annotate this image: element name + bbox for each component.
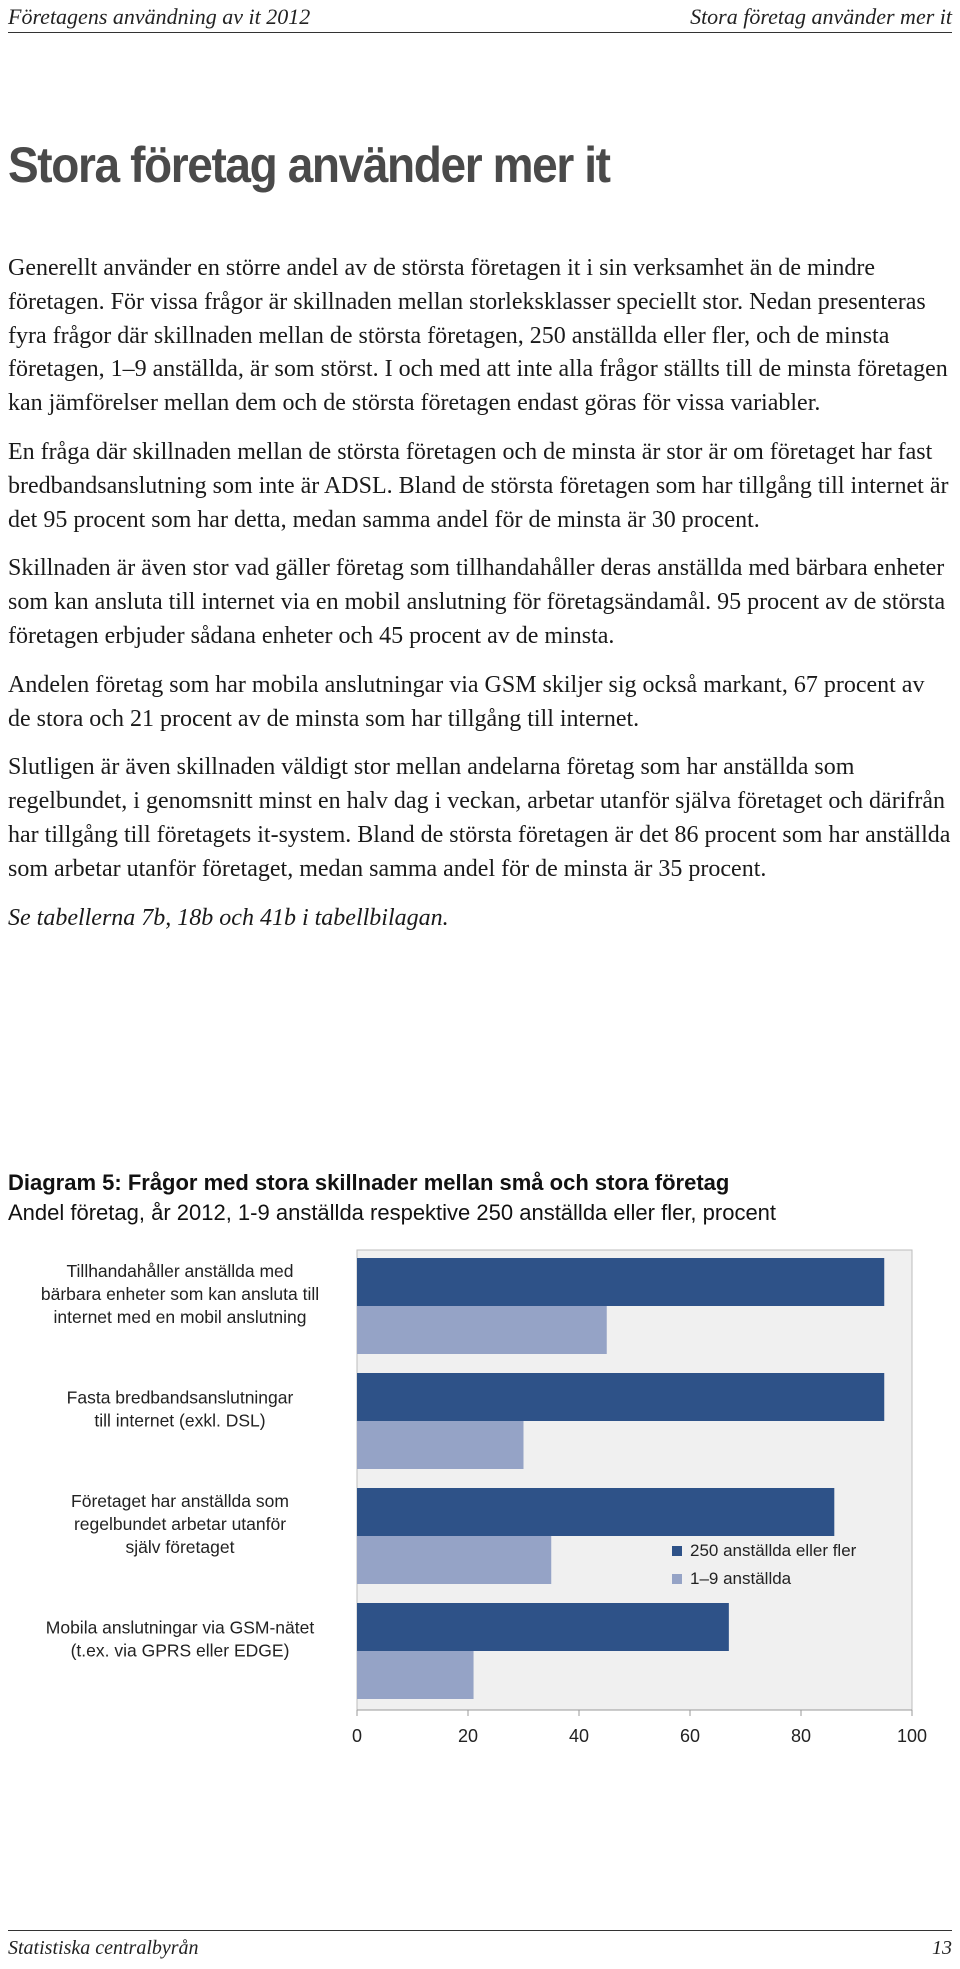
bar-large-1 <box>357 1373 884 1421</box>
bar-large-2 <box>357 1488 834 1536</box>
paragraph: Skillnaden är även stor vad gäller företag som tillhandahåller deras anställda med bärbara enheter som kan ansluta till internet via en mobil anslutning för företagsändamål. 95 procent av de största företagen erbjuder sådana enheter och 45 procent av de minsta. <box>8 555 946 649</box>
category-label-line: Företaget har anställda som <box>71 1491 289 1511</box>
category-label-2 <box>71 1491 289 1557</box>
paragraph: En fråga där skillnaden mellan de största företagen och de minsta är stor är om företaget har fast bredbandsanslutning som inte är ADSL. Bland de största företagen som har tillgång till internet är det 95 procent som har detta, medan samma andel för de minsta är 30 procent. <box>8 438 949 533</box>
category-label-line: till internet (exkl. DSL) <box>94 1410 266 1431</box>
category-label-0 <box>41 1261 319 1327</box>
running-header <box>8 0 952 33</box>
bar-small-1 <box>357 1421 524 1469</box>
page-footer <box>8 1930 952 1960</box>
category-label-line: bärbara enheter som kan ansluta till <box>40 1284 320 1304</box>
footer-publisher: Statistiska centralbyrån <box>8 1937 199 1959</box>
category-label-line: regelbundet arbetar utanför <box>73 1514 287 1534</box>
bar-small-0 <box>357 1306 607 1354</box>
category-label-1 <box>67 1388 294 1431</box>
chart-subtitle: Andel företag, år 2012, 1-9 anställda respektive 250 anställda eller fler, procent <box>8 1200 777 1225</box>
x-tick-label: 80 <box>790 1726 812 1746</box>
paragraph: Generellt använder en större andel av de största företagen it i sin verksamhet än de mindre företagen. För vissa frågor är skillnaden mellan storleksklasser speciellt stor. Nedan presenteras fyra frågor där skillnaden mellan de största företagen, 250 anställda eller fler, och de minsta företagen, 1–9 anställda, är som störst. I och med att inte alla frågor ställts till de minsta företagen kan jämförelser mellan dem och de största företagen endast göras för vissa variabler. <box>8 255 948 417</box>
page-number: 13 <box>932 1937 952 1959</box>
x-tick-label: 100 <box>896 1726 928 1746</box>
legend-swatch-1 <box>672 1574 682 1584</box>
bar-large-3 <box>357 1603 729 1651</box>
category-label-line: Mobila anslutningar via GSM-nätet <box>45 1617 315 1638</box>
body-text <box>8 252 952 950</box>
category-label-line: själv företaget <box>125 1537 235 1557</box>
category-label-line: Tillhandahåller anställda med <box>66 1261 294 1281</box>
x-tick-label: 60 <box>679 1726 701 1746</box>
category-label-line: (t.ex. via GPRS eller EDGE) <box>70 1640 290 1661</box>
legend-label-1: 1–9 anställda <box>690 1569 792 1588</box>
legend-swatch-0 <box>672 1546 682 1556</box>
paragraph: Andelen företag som har mobila anslutningar via GSM skiljer sig också markant, 67 procent av de stora och 21 procent av de minsta som har tillgång till internet. <box>8 671 925 732</box>
category-label-line: internet med en mobil anslutning <box>53 1307 307 1327</box>
x-tick-label: 0 <box>351 1726 363 1746</box>
header-right: Stora företag använder mer it <box>690 4 952 29</box>
chart-title: Diagram 5: Frågor med stora skillnader mellan små och stora företag <box>8 1170 730 1195</box>
legend-label-0: 250 anställda eller fler <box>690 1541 857 1560</box>
paragraph: Slutligen är även skillnaden väldigt stor mellan andelarna företag som har anställda som regelbundet, i genomsnitt minst en halv dag i veckan, arbetar utanför själva företaget och därifrån har tillgång till företagets it-system. Bland de största företagen är det 86 procent som har anställda som arbetar utanför företaget, medan samma andel för de minsta är 35 procent. <box>8 754 951 882</box>
bar-large-0 <box>357 1258 884 1306</box>
header-left: Företagens användning av it 2012 <box>8 4 311 29</box>
bar-small-2 <box>357 1536 551 1584</box>
category-label-line: Fasta bredbandsanslutningar <box>66 1387 294 1408</box>
bar-chart <box>0 1240 960 1760</box>
page-title: Stora företag använder mer it <box>8 137 610 193</box>
x-tick-label: 20 <box>457 1726 479 1746</box>
category-label-3 <box>46 1618 315 1661</box>
table-reference: Se tabellerna 7b, 18b och 41b i tabellbilagan. <box>8 904 449 931</box>
x-tick-label: 40 <box>568 1726 590 1746</box>
bar-small-3 <box>357 1651 474 1699</box>
